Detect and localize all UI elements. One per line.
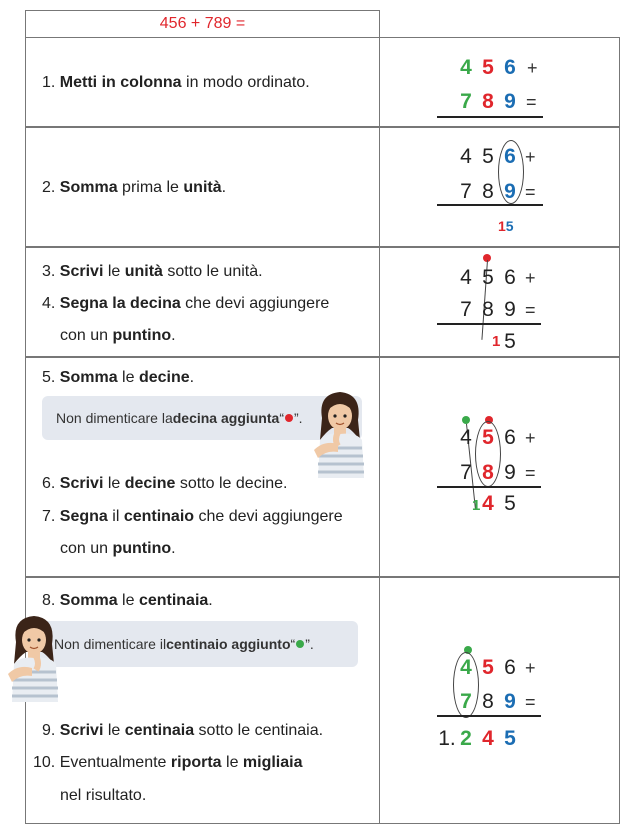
digit: 6 <box>504 145 516 168</box>
sum-line <box>437 486 541 488</box>
digit: 5 <box>482 656 494 679</box>
equals-sign: = <box>525 463 536 483</box>
sum-line <box>437 204 543 206</box>
digit: 8 <box>482 461 494 484</box>
carry-dot-hundreds <box>462 416 470 424</box>
digit: 8 <box>482 90 494 113</box>
step-10-cont: nel risultato. <box>60 787 147 804</box>
result-digit: 5 <box>504 727 516 750</box>
sum-line <box>437 116 543 118</box>
result-digit: 2 <box>460 727 472 750</box>
result-digit: 1. <box>438 727 456 750</box>
step-1: 1. Metti in colonna in modo ordinato. <box>42 74 310 91</box>
result-digit: 4 <box>482 492 494 515</box>
hundreds-circle <box>453 652 479 718</box>
step-6: 6. Scrivi le decine sotto le decine. <box>42 475 288 492</box>
step-5: 5. Somma le decine. <box>42 369 195 386</box>
plus-sign: + <box>525 268 536 288</box>
girl-illustration-icon <box>308 388 372 480</box>
digit: 4 <box>460 656 472 679</box>
digit: 7 <box>460 90 472 113</box>
plus-sign: + <box>527 58 538 78</box>
partial-result: 15 <box>498 218 514 234</box>
sum-line <box>437 323 541 325</box>
digit: 5 <box>482 145 494 168</box>
tip-decina: Non dimenticare la decina aggiunta “ ”. <box>42 396 362 440</box>
digit: 9 <box>504 298 516 321</box>
digit: 5 <box>482 426 494 449</box>
result-digit: 5 <box>504 492 516 515</box>
digit: 4 <box>460 266 472 289</box>
digit: 8 <box>482 690 494 713</box>
plus-sign: + <box>525 428 536 448</box>
digit: 9 <box>504 690 516 713</box>
equals-sign: = <box>526 92 537 112</box>
digit: 4 <box>460 145 472 168</box>
step-3: 3. Scrivi le unità sotto le unità. <box>42 263 263 280</box>
header-expression: 456 + 789 = <box>159 15 246 32</box>
digit: 9 <box>504 180 516 203</box>
digit: 9 <box>504 90 516 113</box>
tip-centinaio: Non dimenticare il centinaio aggiunto “ ”. <box>40 621 358 667</box>
step-8: 8. Somma le centinaia. <box>42 592 213 609</box>
girl-illustration-icon <box>2 612 66 704</box>
equals-sign: = <box>525 692 536 712</box>
tens-circle <box>475 421 501 487</box>
step-10: 10. Eventualmente riporta le migliaia <box>33 754 303 771</box>
step-9: 9. Scrivi le centinaia sotto le centinaia. <box>42 722 324 739</box>
digit: 7 <box>460 690 472 713</box>
step-7-cont: con un puntino. <box>60 540 176 557</box>
digit: 4 <box>460 426 472 449</box>
step-7: 7. Segna il centinaio che devi aggiungere <box>42 508 343 525</box>
digit: 5 <box>482 266 494 289</box>
digit: 4 <box>460 56 472 79</box>
equals-sign: = <box>525 182 536 202</box>
plus-sign: + <box>525 147 536 167</box>
digit: 6 <box>504 656 516 679</box>
digit: 7 <box>460 461 472 484</box>
green-dot-icon <box>296 640 304 648</box>
digit: 8 <box>482 180 494 203</box>
plus-sign: + <box>525 658 536 678</box>
equals-sign: = <box>525 300 536 320</box>
digit: 6 <box>504 56 516 79</box>
step-2: 2. Somma prima le unità. <box>42 179 227 196</box>
step-4-cont: con un puntino. <box>60 327 176 344</box>
digit: 7 <box>460 180 472 203</box>
digit: 6 <box>504 266 516 289</box>
step-4: 4. Segna la decina che devi aggiungere <box>42 295 330 312</box>
digit: 5 <box>482 56 494 79</box>
row1-right <box>378 37 620 128</box>
carry-digit: 1 <box>472 497 481 514</box>
units-circle <box>498 140 524 204</box>
digit: 7 <box>460 298 472 321</box>
digit: 6 <box>504 426 516 449</box>
sum-line <box>437 715 541 717</box>
digit: 8 <box>482 298 494 321</box>
red-dot-icon <box>285 414 293 422</box>
carry-digit: 1 <box>492 333 501 350</box>
result-digit: 4 <box>482 727 494 750</box>
result-digit: 5 <box>504 330 516 353</box>
digit: 9 <box>504 461 516 484</box>
